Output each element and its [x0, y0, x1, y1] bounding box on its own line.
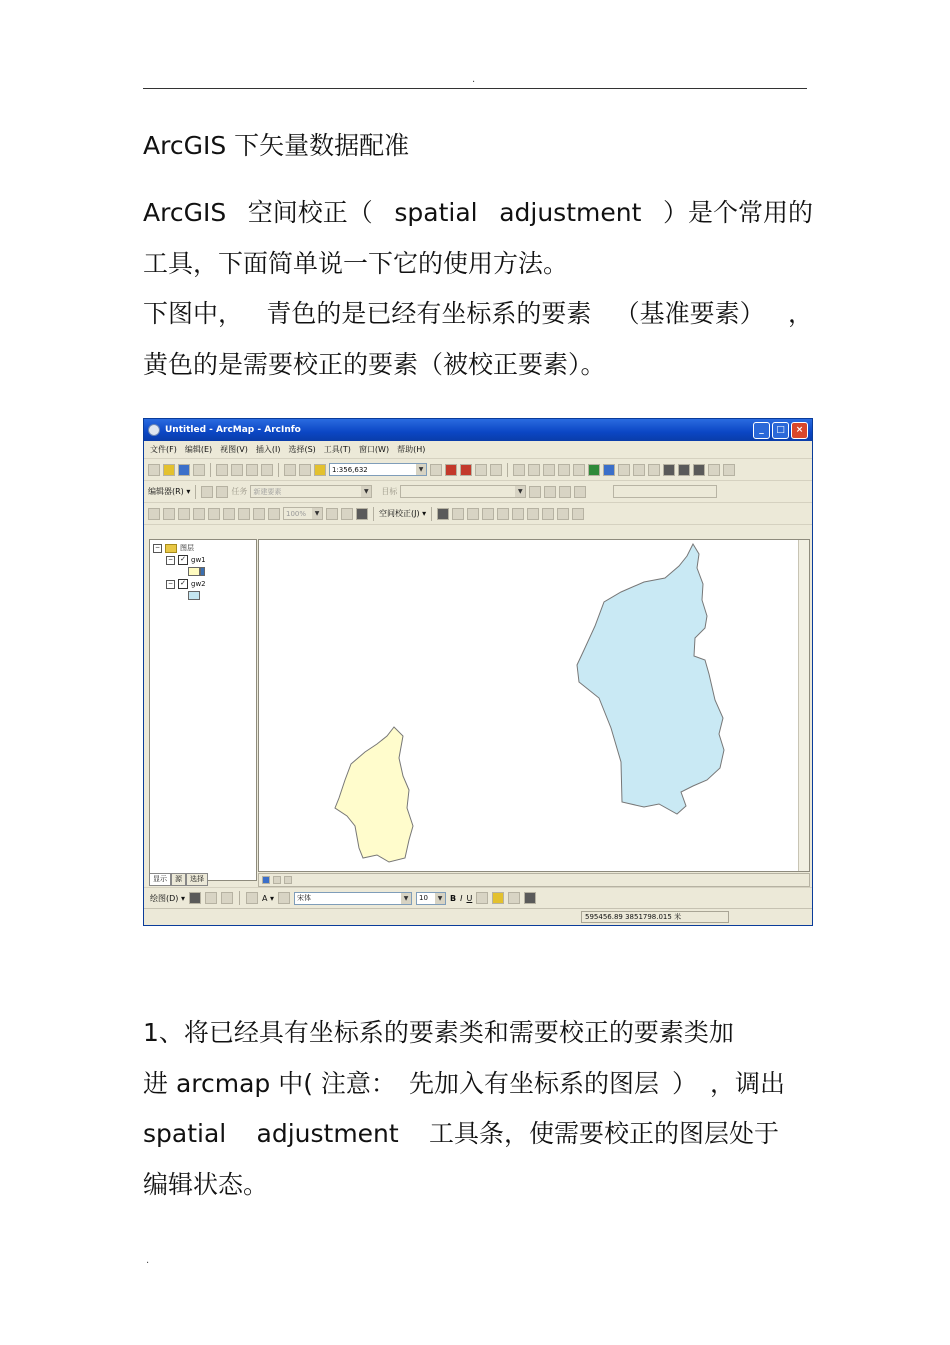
link-table-icon[interactable] — [542, 508, 554, 520]
standard-toolbar — [144, 459, 812, 481]
new-document-icon[interactable] — [148, 464, 160, 476]
toolbar-separator — [195, 485, 196, 499]
step1-word: ，调出 — [709, 1068, 785, 1098]
undo-icon[interactable] — [284, 464, 296, 476]
fixed-zoom-in-icon[interactable] — [543, 464, 555, 476]
intro-line-3 — [143, 289, 813, 340]
map-features — [259, 540, 799, 871]
collapse-icon[interactable]: − — [154, 543, 161, 551]
split-tool-icon[interactable] — [529, 486, 541, 498]
status-bar — [144, 908, 812, 924]
intro-word: adjustment — [499, 198, 642, 227]
multi-displacement-icon[interactable] — [482, 508, 494, 520]
toc-layer-gw1[interactable] — [166, 555, 206, 565]
arcmap-screenshot — [143, 418, 813, 926]
arctoolbox-icon[interactable] — [445, 464, 457, 476]
step1-line-1: 1、将已经具有坐标系的要素类和需要校正的要素类加 — [143, 1018, 734, 1047]
collapse-icon[interactable]: − — [167, 555, 174, 563]
callout-icon[interactable] — [278, 892, 290, 904]
toc-layer-gw2[interactable] — [166, 579, 206, 589]
zoom-out-icon[interactable] — [528, 464, 540, 476]
menu-edit[interactable]: 编辑(E) — [184, 445, 213, 454]
intro-line-4: 黄色的是需要校正的要素（被校正要素）。 — [143, 349, 606, 379]
data-view-icon[interactable] — [262, 876, 270, 884]
attribute-transfer-icon[interactable] — [572, 508, 584, 520]
task-value: 新建要素 — [253, 487, 282, 496]
editor-toolbar-icon[interactable] — [430, 464, 442, 476]
font-color-icon[interactable] — [476, 892, 488, 904]
georef-tool-icon[interactable] — [223, 508, 235, 520]
map-horizontal-scrollbar[interactable] — [258, 873, 810, 887]
step1-line-3 — [143, 1109, 779, 1160]
layer-visibility-checkbox[interactable]: ✓ — [178, 579, 188, 589]
draw-menu[interactable]: 绘图(D) ▾ — [150, 893, 185, 903]
bold-button[interactable]: B — [450, 893, 457, 903]
toolbar-separator — [278, 463, 279, 477]
toolbar-separator — [507, 463, 508, 477]
menu-help[interactable]: 帮助(H) — [397, 445, 426, 454]
step1-word: 工具条，使需要校正的图层处于 — [428, 1119, 779, 1148]
font-size-combo[interactable]: 10 ▼ — [416, 892, 446, 905]
intro-paragraph — [143, 188, 813, 390]
layers-folder-icon — [165, 544, 177, 553]
georef-tool-icon[interactable] — [341, 508, 353, 520]
collapse-icon[interactable]: − — [167, 579, 174, 587]
font-size-value: 10 — [419, 894, 428, 902]
step1-line-2 — [143, 1059, 785, 1110]
coordinate-readout: 595456.89 3851798.015 米 — [581, 911, 729, 923]
full-extent-icon[interactable] — [588, 464, 600, 476]
close-button[interactable]: × — [791, 422, 808, 439]
toolbar-separator — [431, 507, 432, 521]
toolbar-separator — [239, 891, 240, 905]
preview-icon[interactable] — [557, 508, 569, 520]
menu-window[interactable]: 窗口(W) — [358, 445, 390, 454]
georef-tool-icon[interactable] — [163, 508, 175, 520]
menu-insert[interactable]: 插入(I) — [255, 445, 281, 454]
back-extent-icon[interactable] — [603, 464, 615, 476]
zoom-whole-page-icon[interactable] — [221, 892, 233, 904]
step1-word: adjustment — [256, 1119, 399, 1148]
map-scale-combo[interactable]: 1:356,632 ▼ — [329, 463, 427, 476]
georef-tool-icon[interactable] — [326, 508, 338, 520]
header-rule — [143, 88, 807, 89]
cut-icon[interactable] — [216, 464, 228, 476]
spatial-adjustment-menu[interactable]: 空间校正(J) ▾ — [379, 509, 427, 518]
fill-color-icon[interactable] — [492, 892, 504, 904]
step1-word: ） — [671, 1068, 697, 1098]
menu-tools[interactable]: 工具(T) — [323, 445, 351, 454]
copy-icon[interactable] — [231, 464, 243, 476]
font-value: 宋体 — [297, 894, 311, 902]
open-icon[interactable] — [163, 464, 175, 476]
intro-word: 空间校正（ — [247, 198, 373, 227]
hyperlink-icon[interactable] — [723, 464, 735, 476]
refresh-icon[interactable] — [284, 876, 292, 884]
topology-icon[interactable] — [356, 508, 368, 520]
layout-view-icon[interactable] — [273, 876, 281, 884]
target-combo[interactable]: ▼ — [400, 485, 526, 498]
zoom-combo[interactable]: 100% ▼ — [283, 507, 323, 520]
header-dot: . — [472, 74, 476, 85]
select-features-icon[interactable] — [633, 464, 645, 476]
layer-symbol-swatch[interactable] — [188, 591, 200, 600]
snap-combo[interactable] — [613, 485, 717, 498]
font-combo[interactable]: 宋体 ▼ — [294, 892, 412, 905]
base-feature-cyan[interactable] — [577, 544, 724, 814]
find-icon[interactable] — [693, 464, 705, 476]
toc-tabs — [149, 873, 208, 886]
pan-icon[interactable] — [573, 464, 585, 476]
identify-icon[interactable] — [678, 464, 690, 476]
editor-toolbar — [144, 481, 812, 503]
table-of-contents — [149, 539, 257, 881]
draw-toolbar — [144, 887, 813, 908]
menu-bar — [144, 441, 812, 459]
georef-tool-icon[interactable] — [253, 508, 265, 520]
footer-dot: . — [146, 1255, 150, 1266]
step1-word: spatial — [143, 1119, 227, 1148]
task-combo[interactable]: 新建要素 ▼ — [250, 485, 372, 498]
intro-line-2: 工具，下面简单说一下它的使用方法。 — [143, 248, 569, 278]
window-title: Untitled - ArcMap - ArcInfo — [165, 425, 301, 435]
intro-word: ArcGIS — [143, 198, 227, 227]
georef-tool-icon[interactable] — [238, 508, 250, 520]
delete-icon[interactable] — [261, 464, 273, 476]
select-elements-icon[interactable] — [189, 892, 201, 904]
command-line-icon[interactable] — [475, 464, 487, 476]
italic-button[interactable]: I — [460, 893, 463, 903]
layer-symbol-swatch[interactable] — [188, 567, 200, 576]
select-arrow-icon[interactable] — [437, 508, 449, 520]
redo-icon[interactable] — [299, 464, 311, 476]
zoom-value: 100% — [286, 509, 307, 518]
window-titlebar — [144, 419, 812, 441]
clear-selection-icon[interactable] — [648, 464, 660, 476]
tab-display[interactable]: 显示 — [149, 873, 171, 886]
georef-tool-icon[interactable] — [148, 508, 160, 520]
toc-root-label: 图层 — [180, 544, 194, 552]
select-elements-icon[interactable] — [663, 464, 675, 476]
georef-tool-icon[interactable] — [178, 508, 190, 520]
rotate-icon[interactable] — [205, 892, 217, 904]
toolbar-separator — [373, 507, 374, 521]
task-label: 任务 — [231, 487, 248, 496]
limited-adjust-area-icon[interactable] — [512, 508, 524, 520]
intro-line-1 — [143, 188, 813, 239]
save-icon[interactable] — [178, 464, 190, 476]
zoom-in-icon[interactable] — [513, 464, 525, 476]
arcmap-app-icon — [148, 424, 160, 436]
step1-line-4: 编辑状态。 — [143, 1169, 269, 1199]
adjust-feature-yellow[interactable] — [335, 727, 413, 862]
toc-root-node[interactable] — [153, 543, 194, 553]
fixed-zoom-out-icon[interactable] — [558, 464, 570, 476]
intro-word: 青色的是已经有坐标系的要素 — [266, 299, 592, 328]
edit-tool-icon[interactable] — [201, 486, 213, 498]
add-data-icon[interactable] — [314, 464, 326, 476]
map-canvas[interactable] — [258, 539, 810, 872]
minimize-button[interactable]: _ — [753, 422, 770, 439]
map-vertical-scrollbar[interactable] — [798, 540, 809, 871]
measure-icon[interactable] — [708, 464, 720, 476]
arccatalog-icon[interactable] — [460, 464, 472, 476]
tab-selection[interactable]: 选择 — [186, 873, 208, 886]
step1-word: 进 arcmap 中( 注意： — [143, 1068, 396, 1098]
modify-link-icon[interactable] — [467, 508, 479, 520]
identity-link-icon[interactable] — [497, 508, 509, 520]
intro-word: ）是个常用的 — [662, 198, 813, 227]
paste-icon[interactable] — [246, 464, 258, 476]
tab-source[interactable]: 源 — [171, 873, 186, 886]
layer-name: gw1 — [191, 556, 206, 564]
forward-extent-icon[interactable] — [618, 464, 630, 476]
whats-this-icon[interactable] — [490, 464, 502, 476]
clear-area-icon[interactable] — [527, 508, 539, 520]
editor-menu[interactable]: 编辑器(R) ▾ — [148, 487, 191, 496]
georef-tool-icon[interactable] — [268, 508, 280, 520]
intro-word: 下图中， — [143, 299, 244, 328]
georef-tool-icon[interactable] — [208, 508, 220, 520]
spatial-adjustment-toolbar — [144, 503, 812, 525]
map-scale-value: 1:356,632 — [332, 465, 368, 474]
toolbar-separator — [210, 463, 211, 477]
page-title: ArcGIS 下矢量数据配准 — [143, 131, 410, 160]
marker-color-icon[interactable] — [524, 892, 536, 904]
menu-selection[interactable]: 选择(S) — [288, 445, 316, 454]
rectangle-icon[interactable] — [246, 892, 258, 904]
new-displacement-link-icon[interactable] — [452, 508, 464, 520]
underline-button[interactable]: U — [466, 893, 473, 903]
target-label: 目标 — [381, 487, 398, 496]
step1-word: 先加入有坐标系的图层 — [408, 1068, 659, 1098]
menu-view[interactable]: 视图(V) — [220, 445, 248, 454]
intro-word: ， — [787, 299, 813, 328]
attributes-icon[interactable] — [559, 486, 571, 498]
georef-tool-icon[interactable] — [193, 508, 205, 520]
step1-paragraph — [143, 1008, 813, 1210]
selection-marker — [200, 567, 205, 576]
line-color-icon[interactable] — [508, 892, 520, 904]
menu-file[interactable]: 文件(F) — [150, 445, 177, 454]
rotate-tool-icon[interactable] — [544, 486, 556, 498]
intro-word: spatial — [394, 198, 478, 227]
print-icon[interactable] — [193, 464, 205, 476]
layer-visibility-checkbox[interactable]: ✓ — [178, 555, 188, 565]
new-text-tool[interactable]: A ▾ — [261, 893, 274, 903]
intro-word: （基准要素） — [614, 299, 765, 328]
sketch-tool-icon[interactable] — [216, 486, 228, 498]
maximize-button[interactable]: □ — [772, 422, 789, 439]
sketch-properties-icon[interactable] — [574, 486, 586, 498]
layer-name: gw2 — [191, 580, 206, 588]
